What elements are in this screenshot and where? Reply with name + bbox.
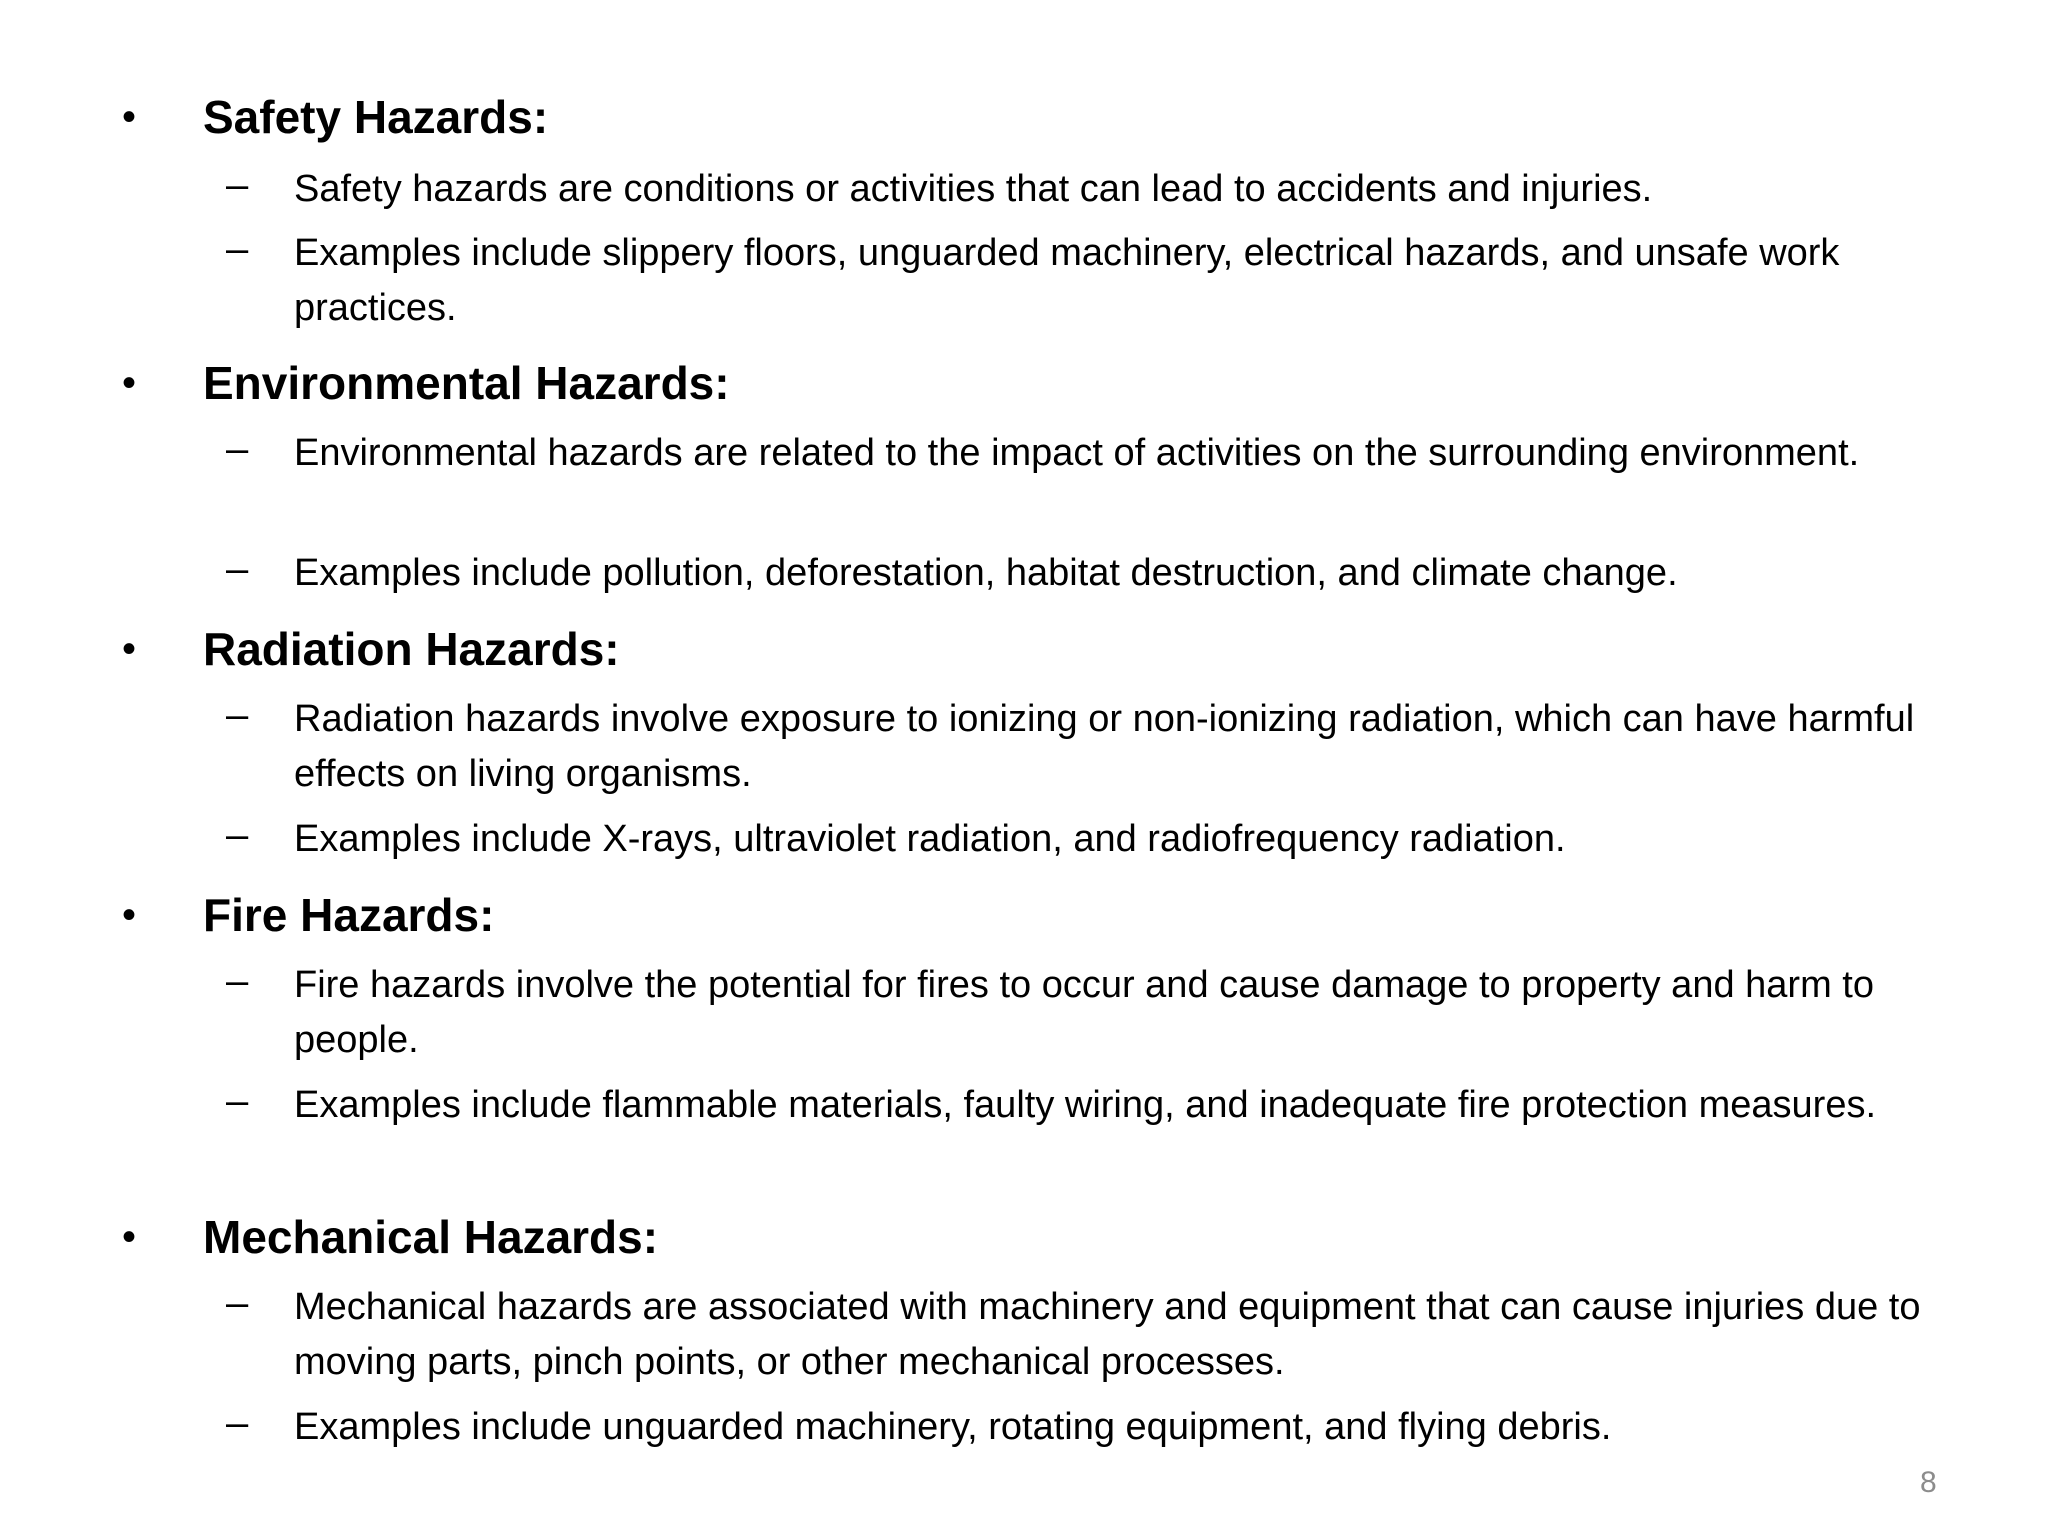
section-heading: Mechanical Hazards:: [203, 1211, 659, 1263]
sub-item-text: Examples include unguarded machinery, rotating equipment, and flying debris.: [294, 1406, 1612, 1448]
page-number: 8: [1920, 1466, 1937, 1499]
sub-item-text: Examples include X-rays, ultraviolet radiation, and radiofrequency radiation.: [294, 818, 1566, 860]
sub-item-text: Mechanical hazards are associated with machinery and equipment that can cause injuries due to moving parts, pinch points, or other mechanical processes.: [294, 1286, 1921, 1383]
section-heading: Safety Hazards:: [203, 91, 549, 143]
dash-icon: –: [226, 959, 249, 1003]
dash-icon: –: [226, 1079, 249, 1123]
dash-icon: –: [226, 813, 249, 857]
dash-icon: –: [226, 693, 249, 737]
dash-icon: –: [226, 163, 249, 207]
dash-icon: –: [226, 427, 249, 471]
bullet-icon: •: [122, 95, 137, 139]
bullet-icon: •: [122, 893, 137, 937]
bullet-icon: •: [122, 361, 137, 405]
sub-item-text: Safety hazards are conditions or activities that can lead to accidents and injuries.: [294, 168, 1653, 210]
section-heading: Fire Hazards:: [203, 889, 495, 941]
dash-icon: –: [226, 1281, 249, 1325]
section-heading: Environmental Hazards:: [203, 357, 730, 409]
bullet-icon: •: [122, 1215, 137, 1259]
dash-icon: –: [226, 547, 249, 591]
sub-item-text: Examples include flammable materials, faulty wiring, and inadequate fire protection measures.: [294, 1084, 1877, 1126]
sub-item-text: Environmental hazards are related to the impact of activities on the surrounding environment.: [294, 432, 1860, 474]
sub-item-text: Fire hazards involve the potential for fires to occur and cause damage to property and harm to people.: [294, 964, 1874, 1061]
sub-item-text: Examples include pollution, deforestation, habitat destruction, and climate change.: [294, 552, 1678, 594]
section-heading: Radiation Hazards:: [203, 623, 620, 675]
dash-icon: –: [226, 1401, 249, 1445]
bullet-icon: •: [122, 627, 137, 671]
sub-item-text: Radiation hazards involve exposure to ionizing or non-ionizing radiation, which can have harmful effects on living organisms.: [294, 698, 1915, 795]
sub-item-text: Examples include slippery floors, unguarded machinery, electrical hazards, and unsafe work practices.: [294, 232, 1840, 329]
dash-icon: –: [226, 227, 249, 271]
